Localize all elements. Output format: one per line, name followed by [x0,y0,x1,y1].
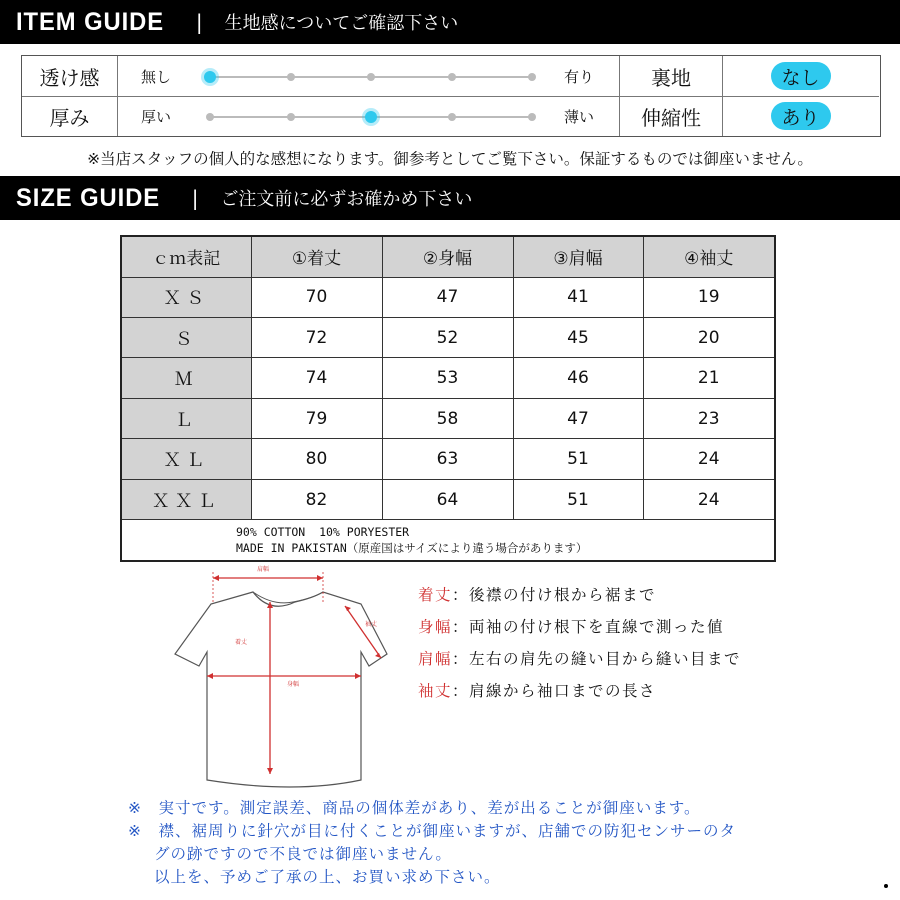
table-cell: 63 [382,439,513,479]
size-table-header-row [121,236,775,277]
lining-value-cell [722,56,879,96]
legend-item: 袖丈：肩線から袖口までの長さ [418,682,657,700]
header-cell: ③肩幅 [513,236,643,277]
diagram-label-length: 着丈 [235,639,248,646]
table-cell: 47 [513,398,643,438]
table-cell: 19 [643,277,775,317]
item-guide-separator: | [195,10,203,34]
fabric-row-thickness [22,96,879,136]
size-table [120,235,776,562]
table-cell: 70 [251,277,382,317]
size-label: ＸＬ [121,439,251,479]
table-cell: 64 [382,479,513,519]
table-cell: 20 [643,317,775,357]
table-cell: 46 [513,358,643,398]
note-line: ※ 襟、裾周りに針穴が目に付くことが御座いますが、店舗での防犯センサーのタ [128,822,736,840]
fabric-info-row [121,520,775,561]
table-cell: 24 [643,479,775,519]
diagram-label-sleeve: 袖丈 [365,621,378,628]
corner-dot [884,884,888,888]
disclaimer-notes [128,797,736,889]
table-cell: 45 [513,317,643,357]
item-guide-header [0,0,900,44]
table-cell: 51 [513,439,643,479]
scale-high-label: 有り [542,56,620,96]
size-label: Ｓ [121,317,251,357]
row-label-right: 伸縮性 [620,96,723,136]
item-guide-note: ※当店スタッフの個人的な感想になります。御参考としてご覧下さい。保証するものでは御座いません。 [87,150,813,168]
table-cell: 23 [643,398,775,438]
size-label: ＸＳ [121,277,251,317]
scale-dot [528,73,536,81]
header-cell: ｃｍ表記 [121,236,251,277]
size-label: ＸＸＬ [121,479,251,519]
size-guide-title: SIZE GUIDE [16,183,161,212]
scale-high-label: 薄い [542,96,620,136]
country-of-origin: MADE IN PAKISTAN（原産国はサイズにより違う場合があります） [236,541,588,556]
table-row [121,398,775,438]
fabric-row-transparency [22,56,879,97]
scale-dot [528,113,536,121]
scale-dot-selected [365,111,377,123]
scale-dot [287,73,295,81]
tshirt-outline-icon [165,562,405,792]
size-label: Ｍ [121,358,251,398]
scale-dot [448,113,456,121]
size-guide-header [0,176,900,220]
size-label: Ｌ [121,398,251,438]
table-cell: 52 [382,317,513,357]
row-label: 厚み [22,96,118,136]
table-cell: 21 [643,358,775,398]
table-cell: 82 [251,479,382,519]
level-scale [210,76,532,78]
item-guide-subtitle: 生地感についてご確認下さい [224,13,459,34]
row-label-right: 裏地 [620,56,723,96]
stretch-value-badge: あり [771,102,831,130]
table-row [121,358,775,398]
table-cell: 58 [382,398,513,438]
scale-dot [367,73,375,81]
table-cell: 51 [513,479,643,519]
item-guide-table [21,55,881,137]
table-row [121,439,775,479]
legend-item: 身幅：両袖の付け根下を直線で測った値 [418,618,725,636]
scale-dot [448,73,456,81]
table-cell: 74 [251,358,382,398]
table-row [121,277,775,317]
table-row [121,317,775,357]
size-guide-separator: | [191,186,199,210]
row-label: 透け感 [22,56,118,96]
table-cell: 80 [251,439,382,479]
size-guide-subtitle: ご注文前に必ずお確かめ下さい [220,189,473,210]
header-cell: ①着丈 [251,236,382,277]
diagram-label-chest: 身幅 [287,681,300,688]
fabric-composition: 90% COTTON 10% PORYESTER [236,525,410,540]
legend-item: 着丈：後襟の付け根から裾まで [418,586,657,604]
scale-dot-selected [204,71,216,83]
measurement-legend [418,584,741,712]
note-line: グの跡ですので不良では御座いません。 [154,845,452,863]
lining-value-badge: なし [771,62,831,90]
legend-item: 肩幅：左右の肩先の縫い目から縫い目まで [418,650,742,668]
stretch-value-cell [722,96,879,136]
level-scale [210,116,532,118]
item-guide-title: ITEM GUIDE [16,7,165,36]
fabric-info-cell [121,520,775,561]
diagram-label-shoulder: 肩幅 [257,566,270,573]
scale-dot [206,113,214,121]
scale-low-label: 厚い [141,107,172,126]
scale-low-label: 無し [141,67,172,86]
note-line: ※ 実寸です。測定誤差、商品の個体差があり、差が出ることが御座います。 [128,799,701,817]
table-cell: 47 [382,277,513,317]
header-cell: ②身幅 [382,236,513,277]
header-cell: ④袖丈 [643,236,775,277]
table-cell: 24 [643,439,775,479]
table-cell: 41 [513,277,643,317]
note-line: 以上を、予めご了承の上、お買い求め下さい。 [154,868,501,886]
table-cell: 53 [382,358,513,398]
tshirt-measurement-diagram [165,562,405,792]
scale-dot [287,113,295,121]
table-cell: 79 [251,398,382,438]
table-row [121,479,775,519]
table-cell: 72 [251,317,382,357]
